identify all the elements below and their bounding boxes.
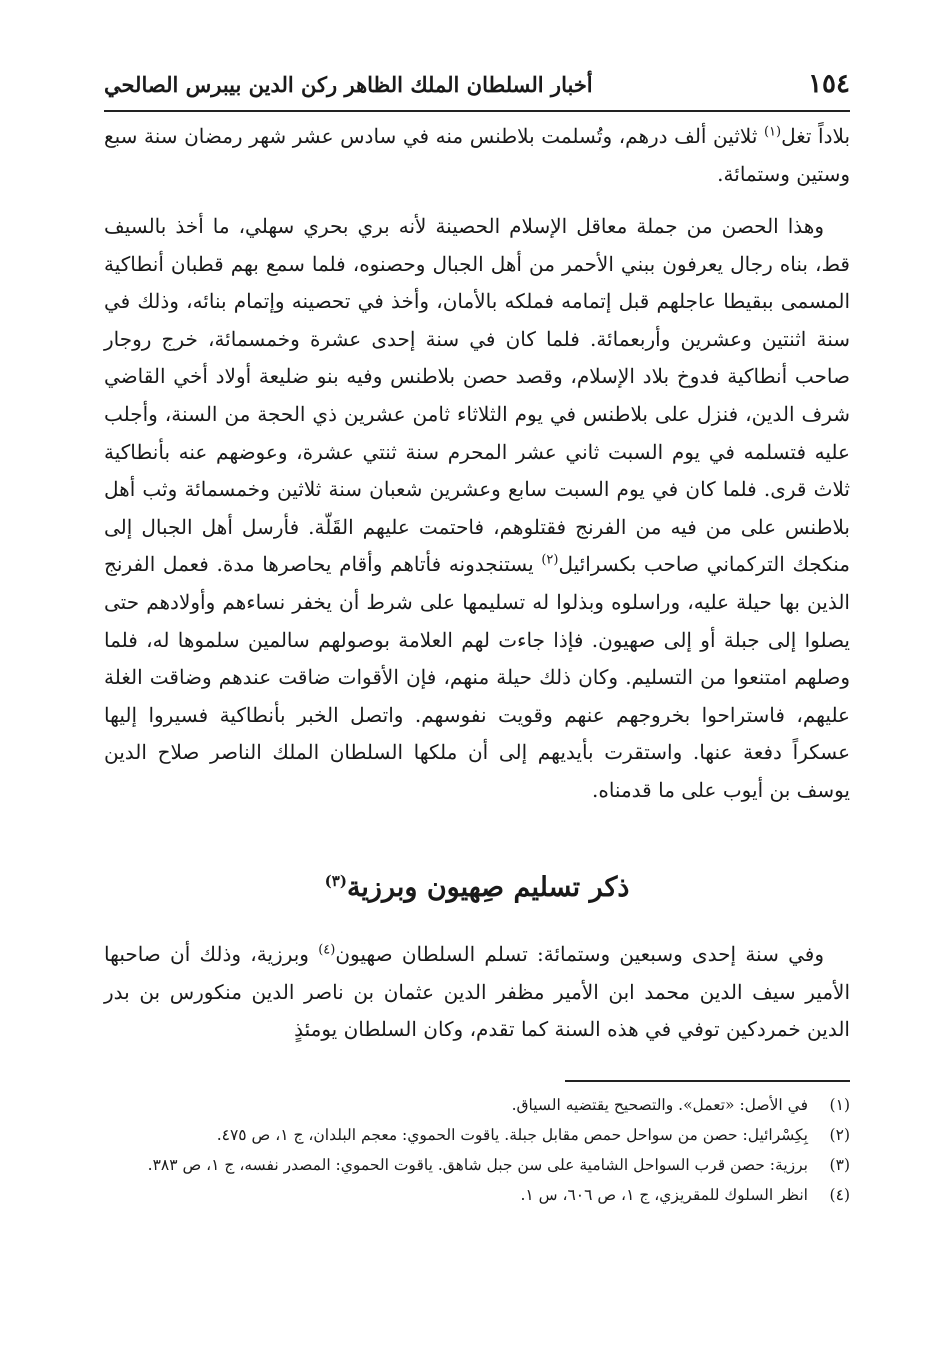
footnote-number: (٤) xyxy=(829,1186,850,1204)
footnote-separator xyxy=(565,1080,850,1082)
section-heading-text: ذكر تسليم صِهيون وبرزية xyxy=(346,872,630,903)
paragraph-3-text-b: وبرزية، وذلك أن صاحبها الأمير سيف الدين محمد ابن الأمير مظفر الدين عثمان بن ناصر الدين منكورس بن بدر الدين خمردكين توفي في هذه السنة كما تقدم، وكان السلطان يومئذٍ xyxy=(104,942,850,1042)
footnote-3 xyxy=(104,1150,850,1180)
footnote-ref-1: (١) xyxy=(763,124,782,140)
footnote-text: برزية: حصن قرب السواحل الشامية على سن جبل شاهق. ياقوت الحموي: المصدر نفسه، ج ١، ص ٣٨٣. xyxy=(147,1156,808,1174)
paragraph-2-text-a: وهذا الحصن من جملة معاقل الإسلام الحصينة لأنه بري بحري سهلي، ما أخذ بالسيف قط، بناه رجال يعرفون ببني الأحمر من أهل الجبال وحصنوه، فلما سمع بهم قطبان أنطاكية المسمى ببقيطا عاجلهم قبل إتمامه فملكه بالأمان، وأخذ في تحصينه وإتمام بنائه، وذلك في سنة اثنتين وعشرين وأربعمائة. فلما كان في سنة إحدى عشرة وخمسمائة، خرج روجار صاحب أنطاكية فدوخ بلاد الإسلام، وقصد حصن بلاطنس وفيه بنو ضليعة أولاد أخي القاضي شرف الدين، فنزل على بلاطنس في يوم الثلاثاء ثامن عشرين ذي الحجة من السنة، وأجلب عليه فتسلمه في يوم السبت ثاني عشر المحرم سنة ثنتي عشرة، وعوضهم عنه بأنطاكية ثلاث قرى. فلما كان في يوم السبت سابع وعشرين شعبان سنة ثلاثين وخمسمائة وثب أهل بلاطنس على من فيه من الفرنج فقتلوهم، فاحتمت عليهم القَلّة. فأرسل أهل الجبال إلى منكجك التركماني صاحب بكسرائيل xyxy=(104,214,851,577)
footnote-ref-2: (٢) xyxy=(541,552,559,568)
section-heading xyxy=(104,872,850,903)
paragraph-1-text-a: بلاداً تغل xyxy=(781,124,851,148)
paragraph-3 xyxy=(104,936,850,1049)
footnote-ref-3: (٣) xyxy=(324,872,347,890)
paragraph-2 xyxy=(104,208,850,810)
footnote-2 xyxy=(104,1120,850,1150)
running-title: أخبار السلطان الملك الظاهر ركن الدين بيبرس الصالحي xyxy=(104,71,593,97)
footnote-text: بِكِسْرائيل: حصن من سواحل حمص مقابل جبلة. ياقوت الحموي: معجم البلدان، ج ١، ص ٤٧٥. xyxy=(216,1126,808,1144)
footnote-1 xyxy=(104,1090,850,1120)
header-rule xyxy=(104,110,850,112)
footnotes xyxy=(104,1090,850,1210)
paragraph-3-text-a: وفي سنة إحدى وسبعين وستمائة: تسلم السلطان صهيون xyxy=(335,942,824,966)
paragraph-1 xyxy=(104,118,850,193)
page-header xyxy=(104,64,850,104)
paragraph-2-text-b: يستنجدونه فأتاهم وأقام يحاصرها مدة. فعمل الفرنج الذين بها حيلة عليه، وراسلوه وبذلوا له تسليمها على شرط أن يخفر نساءهم وأولادهم حتى يصلوا إلى جبلة أو إلى صهيون. فإذا جاءت لهم العلامة بوصولهم سالمين سلموها له، فلما وصلهم امتنعوا من التسليم. وكان ذلك حيلة منهم، فإن الأقوات ضاقت عندهم وضاقت الغلة عليهم، فاستراحوا بخروجهم عنهم وقويت نفوسهم. واتصل الخبر بأنطاكية فسيروا إليها عسكراً دفعة عنها. واستقرت بأيديهم إلى أن ملكها السلطان الملك الناصر صلاح الدين يوسف بن أيوب على ما قدمناه. xyxy=(104,552,850,802)
page-number: ١٥٤ xyxy=(808,69,850,99)
footnote-number: (٣) xyxy=(829,1156,850,1174)
footnote-text: انظر السلوك للمقريزي، ج ١، ص ٦٠٦، س ١. xyxy=(520,1186,808,1204)
footnote-text: في الأصل: «تعمل». والتصحيح يقتضيه السياق. xyxy=(511,1096,808,1114)
footnote-4 xyxy=(104,1180,850,1210)
footnote-number: (١) xyxy=(829,1096,850,1114)
footnote-ref-4: (٤) xyxy=(318,942,336,958)
footnote-number: (٢) xyxy=(829,1126,850,1144)
paragraph-1-text-b: ثلاثين ألف درهم، وتُسلمت بلاطنس منه في سادس عشر شهر رمضان سنة سبع وستين وستمائة. xyxy=(104,124,850,186)
